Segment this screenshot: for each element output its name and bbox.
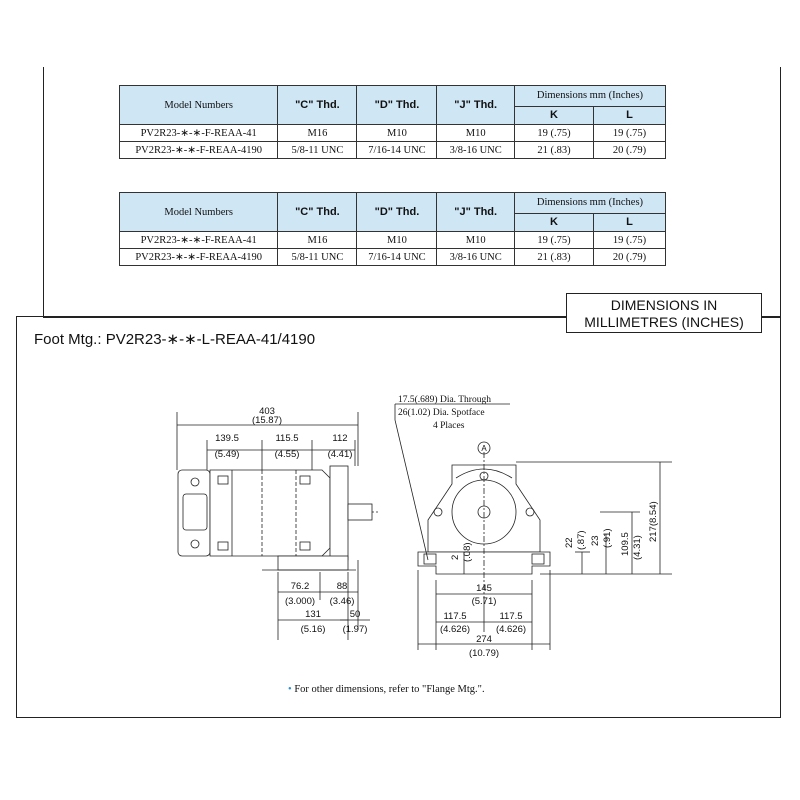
dim-b3-in: (5.16) [300,624,326,635]
dim-b4: 50 [349,609,361,620]
col-c-header: "C" Thd. [278,86,357,125]
cell-k: 19 (.75) [514,125,593,142]
col-d-header: "D" Thd. [357,86,437,125]
dim-h22-in: (.87) [576,530,587,550]
col-dims-header: Dimensions mm (Inches) [514,86,665,107]
col-dims-header: Dimensions mm (Inches) [514,193,665,214]
dim-d3-in: (4.41) [327,449,353,460]
dim-h217: 217(8.54) [648,501,659,542]
dim-d1-in: (5.49) [214,449,240,460]
dim-overall: 403 [259,406,275,417]
dim-h23: 23 [590,535,601,546]
col-l-header: L [594,213,666,231]
dimensions-box-line2: MILLIMETRES (INCHES) [584,314,744,330]
pump-side-view [178,466,378,570]
dim-h2-in: (.08) [462,542,473,562]
dim-b4-in: (1.97) [342,624,368,635]
cell-d: M10 [357,125,437,142]
col-model-header: Model Numbers [120,86,278,125]
cell-model: PV2R23-∗-∗-F-REAA-41 [120,232,278,249]
col-j-header: "J" Thd. [437,193,514,232]
col-d-header: "D" Thd. [357,193,437,232]
cell-l: 19 (.75) [594,125,666,142]
dim-d2: 115.5 [275,433,299,444]
dim-b3: 131 [305,609,321,620]
dim-w117b: 117.5 [499,611,523,622]
dim-d3: 112 [332,433,348,444]
dim-d1: 139.5 [215,433,239,444]
footnote [288,684,485,695]
hole-note-line2: 26(1.02) Dia. Spotface [398,408,485,418]
hole-note-line1: 17.5(.689) Dia. Through [398,395,491,405]
cell-k: 19 (.75) [514,232,593,249]
dimensions-box-line1: DIMENSIONS IN [610,297,718,313]
cell-d: 7/16-14 UNC [357,249,437,266]
cell-l: 20 (.79) [594,249,666,266]
cell-l: 19 (.75) [594,232,666,249]
dim-w145-in: (5.71) [471,596,497,607]
cell-c: 5/8-11 UNC [278,249,357,266]
dim-b2: 88 [336,581,348,592]
cell-model: PV2R23-∗-∗-F-REAA-41 [120,125,278,142]
cell-j: 3/8-16 UNC [437,142,514,159]
dim-b1: 76.2 [290,581,310,592]
hole-note-line3: 4 Places [433,421,465,431]
col-model-header: Model Numbers [120,193,278,232]
dim-b1-in: (3.000) [284,596,316,607]
cell-j: M10 [437,232,514,249]
footnote-bullet: • [288,684,292,695]
dim-w117a: 117.5 [443,611,467,622]
col-c-header: "C" Thd. [278,193,357,232]
cell-l: 20 (.79) [594,142,666,159]
col-k-header: K [514,213,593,231]
footnote-text: For other dimensions, refer to "Flange Mtg.". [294,684,485,695]
dim-h22: 22 [564,537,575,548]
cell-c: M16 [278,125,357,142]
cell-model: PV2R23-∗-∗-F-REAA-4190 [120,249,278,266]
col-k-header: K [514,106,593,124]
dim-w274-in: (10.79) [468,648,500,659]
cell-c: M16 [278,232,357,249]
dim-w117b-in: (4.626) [495,624,527,635]
cell-d: M10 [357,232,437,249]
dim-b2-in: (3.46) [329,596,355,607]
cell-k: 21 (.83) [514,142,593,159]
dim-h109-in: (4.31) [632,535,643,560]
dim-w274: 274 [476,634,492,645]
cell-model: PV2R23-∗-∗-F-REAA-4190 [120,142,278,159]
dim-d2-in: (4.55) [274,449,300,460]
dim-h2: 2 [450,554,461,560]
cell-d: 7/16-14 UNC [357,142,437,159]
cell-c: 5/8-11 UNC [278,142,357,159]
cell-j: M10 [437,125,514,142]
dim-overall-in: (15.87) [251,415,283,426]
col-j-header: "J" Thd. [437,86,514,125]
datum-marker-label: A [481,444,487,453]
dim-w145: 145 [476,583,492,594]
dim-w117a-in: (4.626) [439,624,471,635]
dim-h109: 109.5 [620,532,631,556]
cell-k: 21 (.83) [514,249,593,266]
cell-j: 3/8-16 UNC [437,249,514,266]
col-l-header: L [594,106,666,124]
pump-front-view [418,452,550,600]
dim-h23-in: (.91) [602,528,613,548]
foot-mounting-title: Foot Mtg.: PV2R23-∗-∗-L-REAA-41/4190 [34,331,316,348]
